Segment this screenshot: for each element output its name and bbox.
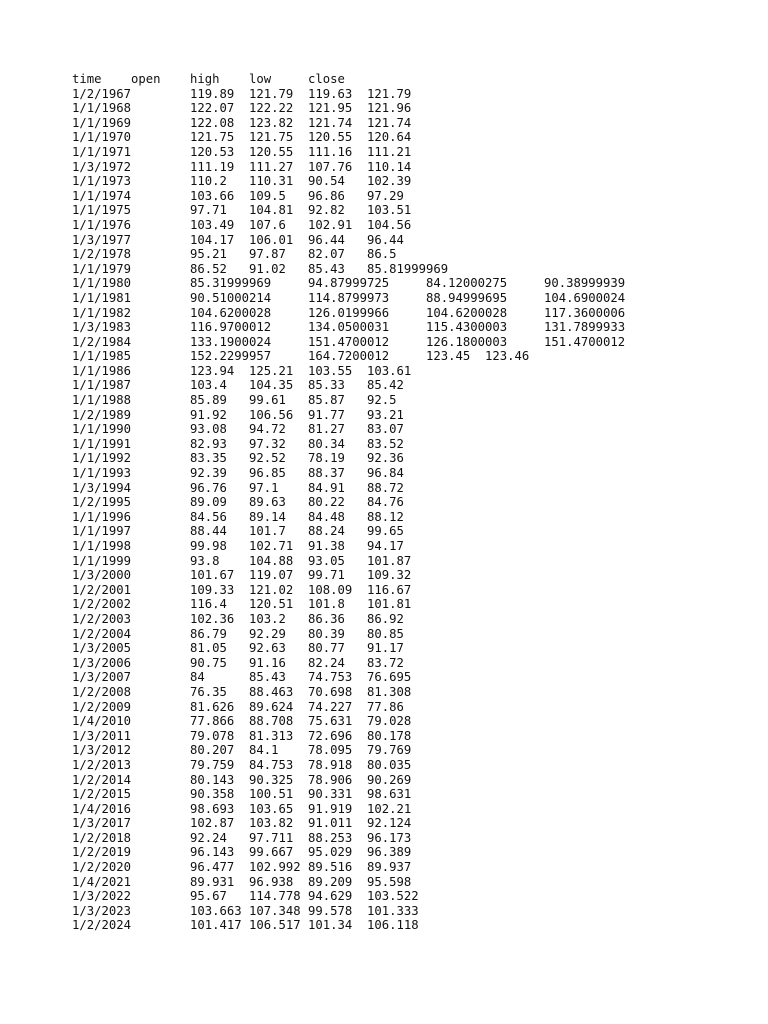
data-row: 1/1/1987 103.4 104.35 85.33 85.42 [72, 378, 404, 393]
data-row: 1/1/1970 121.75 121.75 120.55 120.64 [72, 130, 412, 145]
data-row: 1/1/1996 84.56 89.14 84.48 88.12 [72, 509, 404, 524]
data-row: 1/2/1967 119.89 121.79 119.63 121.79 [72, 86, 412, 101]
data-row: 1/1/1988 85.89 99.61 85.87 92.5 [72, 393, 397, 408]
data-row: 1/1/1998 99.98 102.71 91.38 94.17 [72, 539, 404, 553]
data-row: 1/2/2014 80.143 90.325 78.906 90.269 [72, 772, 412, 787]
header-row: time open high low close [72, 72, 345, 86]
data-row: 1/1/1997 88.44 101.7 88.24 99.65 [72, 524, 404, 539]
data-row: 1/3/2023 103.663 107.348 99.578 101.333 [72, 903, 419, 918]
data-row: 1/1/1992 83.35 92.52 78.19 92.36 [72, 451, 404, 466]
data-row: 1/2/1984 133.1900024 151.4700012 126.1800003 151.4700012 [72, 334, 626, 349]
data-row: 1/2/2009 81.626 89.624 74.227 77.86 [72, 699, 404, 714]
data-row: 1/1/1968 122.07 122.22 121.95 121.96 [72, 101, 412, 116]
text-document [72, 72, 625, 933]
data-row: 1/3/2012 80.207 84.1 78.095 79.769 [72, 743, 412, 758]
data-row: 1/2/1995 89.09 89.63 80.22 84.76 [72, 495, 404, 510]
data-row: 1/1/1991 82.93 97.32 80.34 83.52 [72, 436, 404, 451]
data-row: 1/4/2010 77.866 88.708 75.631 79.028 [72, 714, 412, 729]
data-row: 1/3/2007 84 85.43 74.753 76.695 [72, 670, 412, 685]
data-row: 1/1/1975 97.71 104.81 92.82 103.51 [72, 203, 412, 218]
data-row: 1/3/1972 111.19 111.27 107.76 110.14 [72, 159, 412, 174]
data-row: 1/2/2013 79.759 84.753 78.918 80.035 [72, 757, 412, 772]
data-row: 1/1/1990 93.08 94.72 81.27 83.07 [72, 422, 404, 437]
data-row: 1/1/1979 86.52 91.02 85.43 85.81999969 [72, 261, 449, 276]
data-row: 1/2/2020 96.477 102.992 89.516 89.937 [72, 860, 412, 875]
data-row: 1/1/1999 93.8 104.88 93.05 101.87 [72, 553, 412, 568]
data-row: 1/3/1983 116.9700012 134.0500031 115.4300003 131.7899933 [72, 320, 626, 335]
data-row: 1/1/1971 120.53 120.55 111.16 111.21 [72, 144, 412, 159]
data-row: 1/1/1973 110.2 110.31 90.54 102.39 [72, 174, 412, 189]
data-row: 1/2/2008 76.35 88.463 70.698 81.308 [72, 684, 412, 699]
data-row: 1/1/1993 92.39 96.85 88.37 96.84 [72, 466, 404, 481]
data-row: 1/3/2005 81.05 92.63 80.77 91.17 [72, 641, 404, 656]
data-row: 1/1/1976 103.49 107.6 102.91 104.56 [72, 217, 412, 232]
data-row: 1/2/2001 109.33 121.02 108.09 116.67 [72, 582, 412, 597]
data-row: 1/2/2018 92.24 97.711 88.253 96.173 [72, 830, 412, 845]
data-row: 1/2/2019 96.143 99.667 95.029 96.389 [72, 845, 412, 860]
data-row: 1/3/2017 102.87 103.82 91.011 92.124 [72, 816, 412, 831]
data-row: 1/2/2015 90.358 100.51 90.331 98.631 [72, 787, 412, 802]
data-row: 1/1/1974 103.66 109.5 96.86 97.29 [72, 188, 404, 203]
data-rows [72, 87, 625, 933]
data-row: 1/3/2006 90.75 91.16 82.24 83.72 [72, 655, 404, 670]
data-row: 1/2/1978 95.21 97.87 82.07 86.5 [72, 247, 397, 262]
data-row: 1/4/2021 89.931 96.938 89.209 95.598 [72, 874, 412, 889]
data-row: 1/1/1969 122.08 123.82 121.74 121.74 [72, 115, 412, 130]
data-row: 1/3/2022 95.67 114.778 94.629 103.522 [72, 889, 419, 904]
data-row: 1/1/1980 85.31999969 94.87999725 84.12000275 90.38999939 [72, 276, 626, 291]
data-row: 1/1/1982 104.6200028 126.0199966 104.6200028 117.3600006 [72, 305, 626, 320]
data-row: 1/3/2000 101.67 119.07 99.71 109.32 [72, 568, 412, 583]
data-row: 1/3/2011 79.078 81.313 72.696 80.178 [72, 728, 412, 743]
data-row: 1/2/1989 91.92 106.56 91.77 93.21 [72, 407, 404, 422]
data-row: 1/4/2016 98.693 103.65 91.919 102.21 [72, 801, 412, 816]
data-row: 1/3/1977 104.17 106.01 96.44 96.44 [72, 232, 404, 247]
data-row: 1/2/2003 102.36 103.2 86.36 86.92 [72, 611, 404, 626]
data-row: 1/1/1981 90.51000214 114.8799973 88.94999695 104.6900024 [72, 290, 626, 305]
data-row: 1/2/2002 116.4 120.51 101.8 101.81 [72, 597, 412, 612]
data-row: 1/2/2004 86.79 92.29 80.39 80.85 [72, 626, 404, 641]
data-row: 1/3/1994 96.76 97.1 84.91 88.72 [72, 480, 404, 495]
data-row: 1/1/1986 123.94 125.21 103.55 103.61 [72, 363, 412, 378]
data-row: 1/1/1985 152.2299957 164.7200012 123.45 123.46 [72, 349, 530, 364]
data-row: 1/2/2024 101.417 106.517 101.34 106.118 [72, 918, 419, 933]
